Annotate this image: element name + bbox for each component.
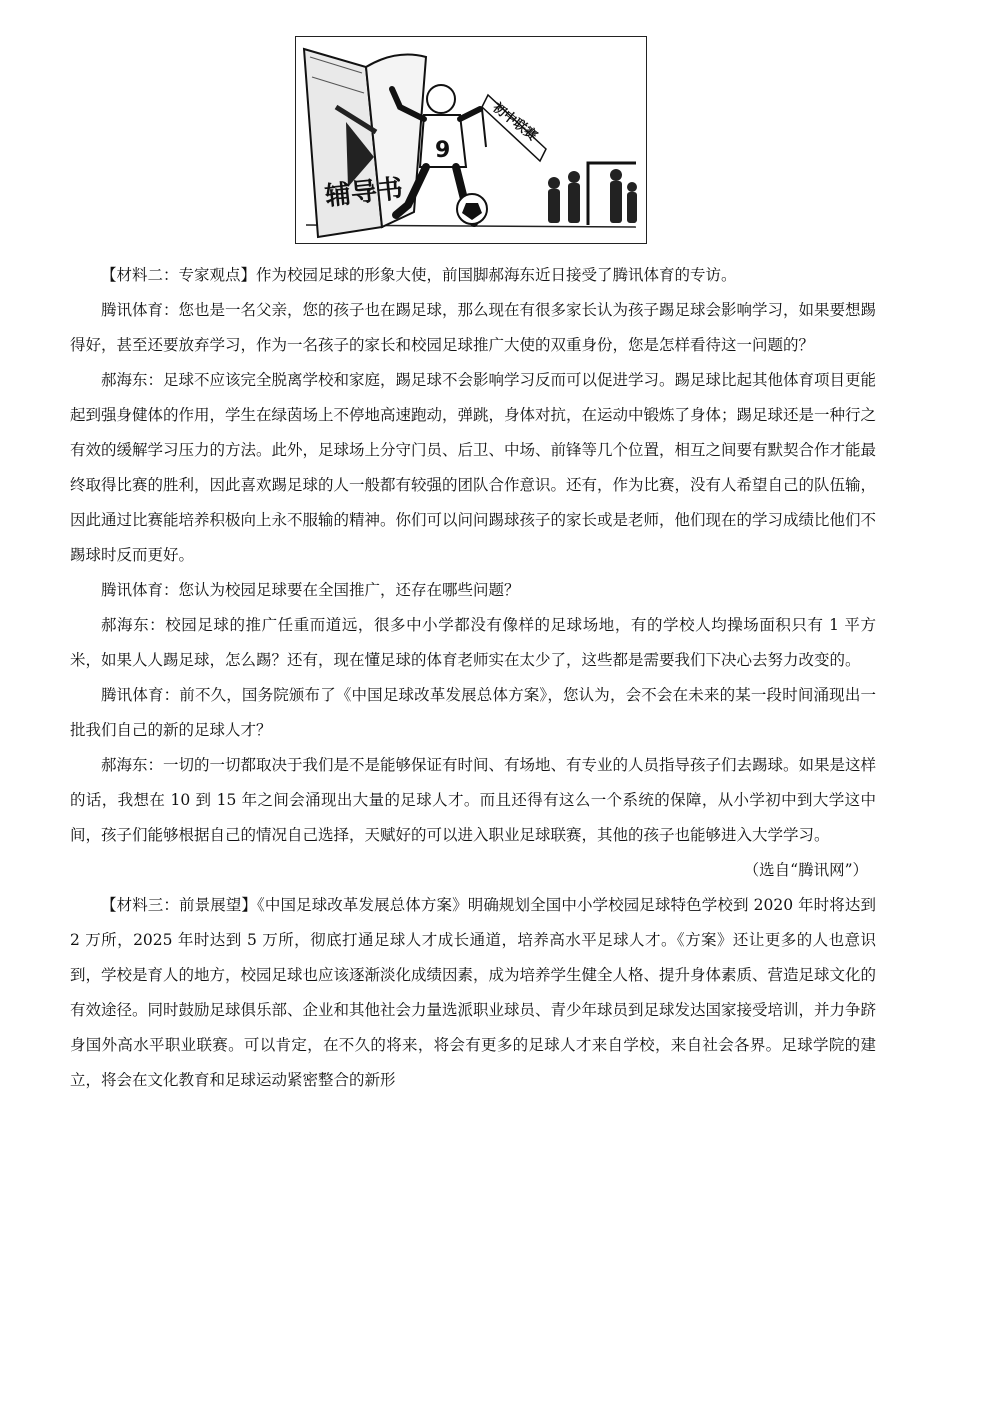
paragraph-question-1: 腾讯体育：您也是一名父亲，您的孩子也在踢足球，那么现在有很多家长认为孩子踢足球会影响学习，如果要想踢得好，甚至还要放弃学习，作为一名孩子的家长和校园足球推广大使的双重身份，您是怎样看待这一问题的？ <box>70 301 877 354</box>
source-citation: （选自“腾讯网”） <box>743 861 868 879</box>
paragraph-answer-1: 郝海东：足球不应该完全脱离学校和家庭，踢足球不会影响学习反而可以促进学习。踢足球比起其他体育项目更能起到强身健体的作用，学生在绿茵场上不停地高速跑动，弹跳，身体对抗，在运动中锻炼了身体；踢足球还是一种行之有效的缓解学习压力的方法。此外，足球场上分守门员、后卫、中场、前锋等几个位置，相互之间要有默契合作才能最终取得比赛的胜利，因此喜欢踢足球的人一般都有较强的团队合作意识。还有，作为比赛，没有人希望自己的队伍输，因此通过比赛能培养积极向上永不服输的精神。你们可以问问踢球孩子的家长或是老师，他们现在的学习成绩比他们不踢球时反而更好。 <box>70 371 877 564</box>
spectator-silhouettes <box>548 169 637 223</box>
paragraph-answer-2: 郝海东：校园足球的推广任重而道远，很多中小学都没有像样的足球场地，有的学校人均操场面积只有 1 平方米，如果人人踢足球，怎么踢？还有，现在懂足球的体育老师实在太少了，这些都是需要我们下决心去努力改变的。 <box>70 616 876 669</box>
book-title: 辅导书 <box>323 173 405 212</box>
article-text <box>70 258 876 1098</box>
cartoon-illustration <box>295 36 647 244</box>
paragraph-question-2: 腾讯体育：您认为校园足球要在全国推广，还存在哪些问题？ <box>101 581 520 599</box>
paragraph-material-two: 【材料二：专家观点】作为校园足球的形象大使，前国脚郝海东近日接受了腾讯体育的专访。 <box>101 266 737 284</box>
paragraph-question-3: 腾讯体育：前不久，国务院颁布了《中国足球改革发展总体方案》，您认为，会不会在未来的某一段时间涌现出一批我们自己的新的足球人才？ <box>70 686 876 739</box>
jersey-number: 9 <box>435 138 451 163</box>
cartoon-drawing <box>296 37 645 242</box>
paragraph-answer-3: 郝海东：一切的一切都取决于我们是不是能够保证有时间、有场地、有专业的人员指导孩子们去踢球。如果是这样的话，我想在 10 到 15 年之间会涌现出大量的足球人才。而且还得有这么一个系统的保障，从小学初中到大学这中间，孩子们能够根据自己的情况自己选择，天赋好的可以进入职业足球联赛，其他的孩子也能够进入大学学习。 <box>70 756 877 844</box>
paragraph-material-three: 【材料三：前景展望】《中国足球改革发展总体方案》明确规划全国中小学校园足球特色学校到 2020 年时将达到 2 万所，2025 年时达到 5 万所，彻底打通足球人才成长通道，培养高水平足球人才。《方案》还让更多的人也意识到，学校是育人的地方，校园足球也应该逐渐淡化成绩因素，成为培养学生健全人格、提升身体素质、营造足球文化的有效途径。同时鼓励足球俱乐部、企业和其他社会力量选派职业球员、青少年球员到足球发达国家接受培训，并力争跻身国外高水平职业联赛。可以肯定，在不久的将来，将会有更多的足球人才来自学校，来自社会各界。足球学院的建立，将会在文化教育和足球运动紧密整合的新形 <box>70 896 877 1089</box>
soccer-ball-icon <box>457 194 487 224</box>
banner-text: 初中联赛 <box>489 100 540 145</box>
